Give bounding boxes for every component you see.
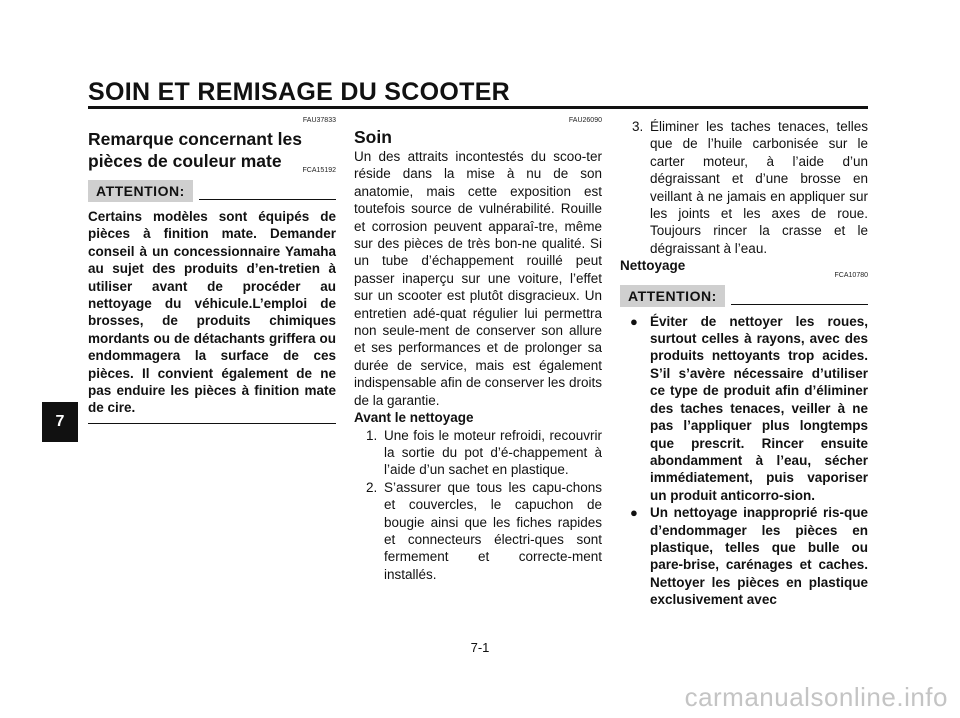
attention-header <box>620 285 868 307</box>
attention-code: FCA10780 <box>834 271 868 279</box>
attention-rule <box>731 304 868 305</box>
bullet-text: Un nettoyage inapproprié ris-que d’endommager les pièces en plastique, telles que bulle ou pare-brise, carénages et caches. Nettoyer les pièces en plastique exclusivement avec <box>650 505 868 608</box>
header-rule <box>88 106 868 109</box>
step-text: S’assurer que tous les capu-chons et couvercles, le capuchon de bougie ainsi que les fiches rapides et connecteurs électri-ques sont fermement et correcte-ment installés. <box>384 479 602 582</box>
column-matte-parts <box>88 116 336 424</box>
list-item <box>632 118 868 257</box>
section-title-line2: pièces de couleur mate <box>88 151 282 171</box>
attention-bullets <box>630 313 868 609</box>
section-title-line1: Remarque concernant les <box>88 129 302 149</box>
attention-header <box>88 180 336 202</box>
attention-rule <box>199 199 336 200</box>
step-number: 1. <box>366 427 378 443</box>
steps-list <box>366 427 602 584</box>
list-item <box>366 427 602 479</box>
bullet-icon: ● <box>630 313 638 329</box>
page-header-title: SOIN ET REMISAGE DU SCOOTER <box>88 78 511 106</box>
care-intro-paragraph: Un des attraits incontestés du scoo-ter réside dans la mise à nu de son anatomie, mais cette exposition est toutefois source de vulnérabilité. Rouille et corrosion peuvent apparaî-tre, même sur des pièces de très bon-ne qualité. Si un tube d’échappement rouillé peut passer inaperçu sur une voiture, l’effet sur un scooter est plutôt disgracieux. Un entretien adé-quat régulier lui permettra non seule-ment de conserver son allure et ses performances et de prolonger sa durée de service, mais est également indispensable afin de conserver les droits de la garantie. <box>354 149 602 408</box>
section-title: Soin <box>354 127 392 147</box>
steps-list-continued <box>632 118 868 257</box>
step-text: Une fois le moteur refroidi, recouvrir la sortie du pot d’é-chappement à l’aide d’un sachet en plastique. <box>384 427 602 478</box>
step-number: 3. <box>632 119 644 134</box>
list-item <box>630 504 868 608</box>
attention-badge: ATTENTION: <box>620 285 725 307</box>
bullet-icon: ● <box>630 505 638 521</box>
subheading-before-cleaning: Avant le nettoyage <box>354 410 474 426</box>
chapter-tab: 7 <box>42 402 78 442</box>
section-code: FAU37833 <box>302 117 336 124</box>
step-text: Éliminer les taches tenaces, telles que de l’huile carbonisée sur le carter moteur, à l’aide d’un dégraissant et d’une brosse en veillant à ne jamais en appliquer sur les joints et les axes de roue. Toujours rincer la crasse et le dégraissant à l’eau. <box>650 119 868 256</box>
attention-badge: ATTENTION: <box>88 180 193 202</box>
list-item <box>630 313 868 504</box>
subheading-cleaning: Nettoyage <box>620 258 686 274</box>
column-cleaning <box>620 118 868 609</box>
attention-text: Certains modèles sont équipés de pièces à finition mate. Demander conseil à un concessionnaire Yamaha au sujet des produits d’en-tretien à utiliser avant de procéder au nettoyage du véhicule.L’emploi de brosses, de produits chimiques mordants ou de détachants griffera ou endommagera la surface de ces pièces. Il convient également de ne pas enduire les pièces à finition mate de cire. <box>88 209 336 416</box>
attention-code: FCA15192 <box>302 167 336 174</box>
watermark: carmanualsonline.info <box>684 682 948 712</box>
column-care <box>354 116 602 583</box>
attention-end-rule <box>88 423 336 424</box>
list-item <box>366 479 602 583</box>
step-number: 2. <box>366 479 378 495</box>
section-code: FAU26090 <box>568 117 602 124</box>
bullet-text: Éviter de nettoyer les roues, surtout celles à rayons, avec des produits nettoyants trop acides. S’il s’avère nécessaire d’utiliser ce type de produit afin d’éliminer des taches tenaces, veiller à ne pas l’appliquer plus longtemps que prescrit. Rincer ensuite abondamment à l’eau, sécher immédiatement, puis vaporiser un produit anticorro-sion. <box>650 313 868 503</box>
page-number: 7-1 <box>470 640 490 655</box>
